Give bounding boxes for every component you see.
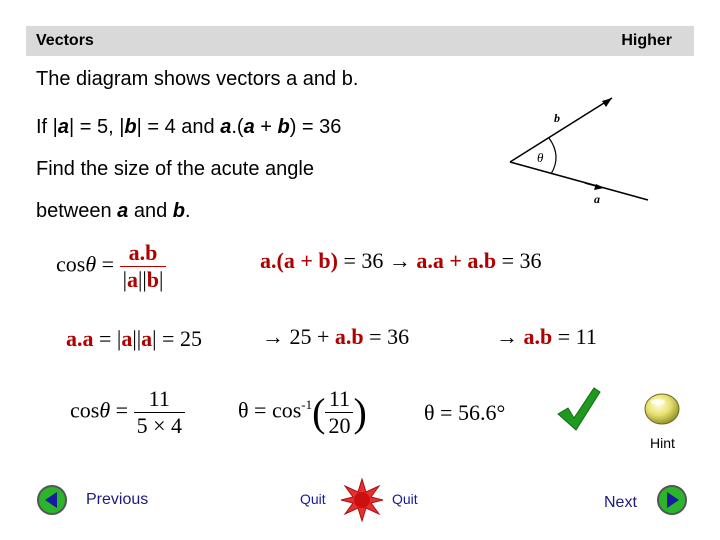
level-label: Higher xyxy=(621,32,672,49)
inv-denominator: 20 xyxy=(328,413,351,438)
q4-and: and xyxy=(128,200,173,222)
inv-fraction xyxy=(325,386,353,439)
cos-fraction xyxy=(120,240,167,293)
question-line-1: The diagram shows vectors a and b. xyxy=(36,68,359,90)
eq-sign: = xyxy=(96,251,120,277)
cos-text-2: cos xyxy=(70,397,100,423)
aa-val: = 25 xyxy=(156,326,202,351)
final-answer: θ = 56.6° xyxy=(424,400,506,425)
q2-a: a xyxy=(57,116,69,138)
cos-formula xyxy=(56,240,166,293)
quit-button-right[interactable]: Quit xyxy=(392,491,418,507)
den-a: a xyxy=(126,267,138,292)
angle-arc xyxy=(549,138,556,174)
q2-mid1: | = 5, | xyxy=(69,116,125,138)
aa-line: a.a = |a||a| = 25 xyxy=(66,326,202,351)
cos-text: cos xyxy=(56,251,86,277)
cos-value-numerator: 11 xyxy=(134,386,185,413)
next-button[interactable]: Next xyxy=(604,494,637,511)
expand-rhs: a.a + a.b xyxy=(416,248,497,273)
step2-line xyxy=(262,324,409,350)
step3-end: = 11 xyxy=(552,324,597,349)
quit-button-left[interactable]: Quit xyxy=(300,491,326,507)
step3-text: → xyxy=(496,324,524,349)
q2-plus: + xyxy=(254,116,278,138)
step2-text: → 25 + xyxy=(262,324,335,349)
hint-label[interactable]: Hint xyxy=(650,435,675,451)
hint-button[interactable] xyxy=(644,392,684,428)
previous-arrow-icon[interactable] xyxy=(36,484,68,516)
aa-abs2: a xyxy=(141,326,153,351)
q4-b: b xyxy=(172,200,185,222)
vector-b-line xyxy=(510,98,612,162)
aa-abs1: a xyxy=(121,326,133,351)
q2-b2: b xyxy=(277,116,290,138)
question-line-3: Find the size of the acute angle xyxy=(36,158,314,180)
q2-a3: a xyxy=(243,116,255,138)
vector-diagram xyxy=(500,88,660,213)
q2-mid2: | = 4 and xyxy=(136,116,221,138)
expand-lhs: a.(a + b) xyxy=(260,248,338,273)
inv-lhs: θ = cos xyxy=(238,397,302,423)
inverse-cos: $\theta = \cos^{-1}$( $\frac{11}{20}$ ) xyxy=(238,386,367,438)
cos-fraction-denominator: |a||b| xyxy=(122,267,164,292)
vector-b-arrowhead xyxy=(602,98,612,107)
theta-symbol-2: θ xyxy=(99,397,111,423)
topic-title: Vectors xyxy=(36,32,94,49)
step2-end: = 36 xyxy=(363,324,410,349)
quit-star-icon[interactable] xyxy=(340,478,384,522)
question-line-2 xyxy=(36,116,341,139)
cos-value xyxy=(70,386,185,439)
expand-eq: = 36 → xyxy=(337,248,417,273)
diagram-label-a: a xyxy=(594,192,600,206)
question-line-4 xyxy=(36,200,191,223)
header-bar xyxy=(26,26,694,56)
q2-a2: a xyxy=(220,116,232,138)
q2-pre: If | xyxy=(36,116,58,138)
aa-lhs: a.a xyxy=(66,326,94,351)
step3-line xyxy=(496,324,597,350)
q4-pre: between xyxy=(36,200,118,222)
expand-end: = 36 xyxy=(496,248,542,273)
q4-a: a xyxy=(117,200,129,222)
cos-value-denominator: 5 × 4 xyxy=(136,413,182,438)
expansion-line xyxy=(260,248,542,274)
inv-exp: -1 xyxy=(301,397,313,413)
theta-symbol: θ xyxy=(85,251,97,277)
q2-end: ) = 36 xyxy=(289,116,342,138)
aa-eq: = xyxy=(93,326,117,351)
checkmark-icon xyxy=(554,384,602,434)
next-arrow-icon[interactable] xyxy=(656,484,688,516)
eq-sign-2: = xyxy=(110,397,134,423)
diagram-label-theta: θ xyxy=(537,150,544,165)
cos-fraction-numerator: a.b xyxy=(120,240,167,267)
step2-ab: a.b xyxy=(334,324,364,349)
q4-end: . xyxy=(185,200,191,222)
cos-value-fraction xyxy=(134,386,185,439)
previous-button[interactable]: Previous xyxy=(86,491,149,508)
step3-ab: a.b xyxy=(523,324,553,349)
den-b: b xyxy=(146,267,160,292)
vector-a-line xyxy=(510,162,648,200)
inv-numerator: 11 xyxy=(325,386,353,413)
q2-b: b xyxy=(124,116,137,138)
q2-mid3: .( xyxy=(231,116,244,138)
diagram-label-b: b xyxy=(554,111,560,125)
